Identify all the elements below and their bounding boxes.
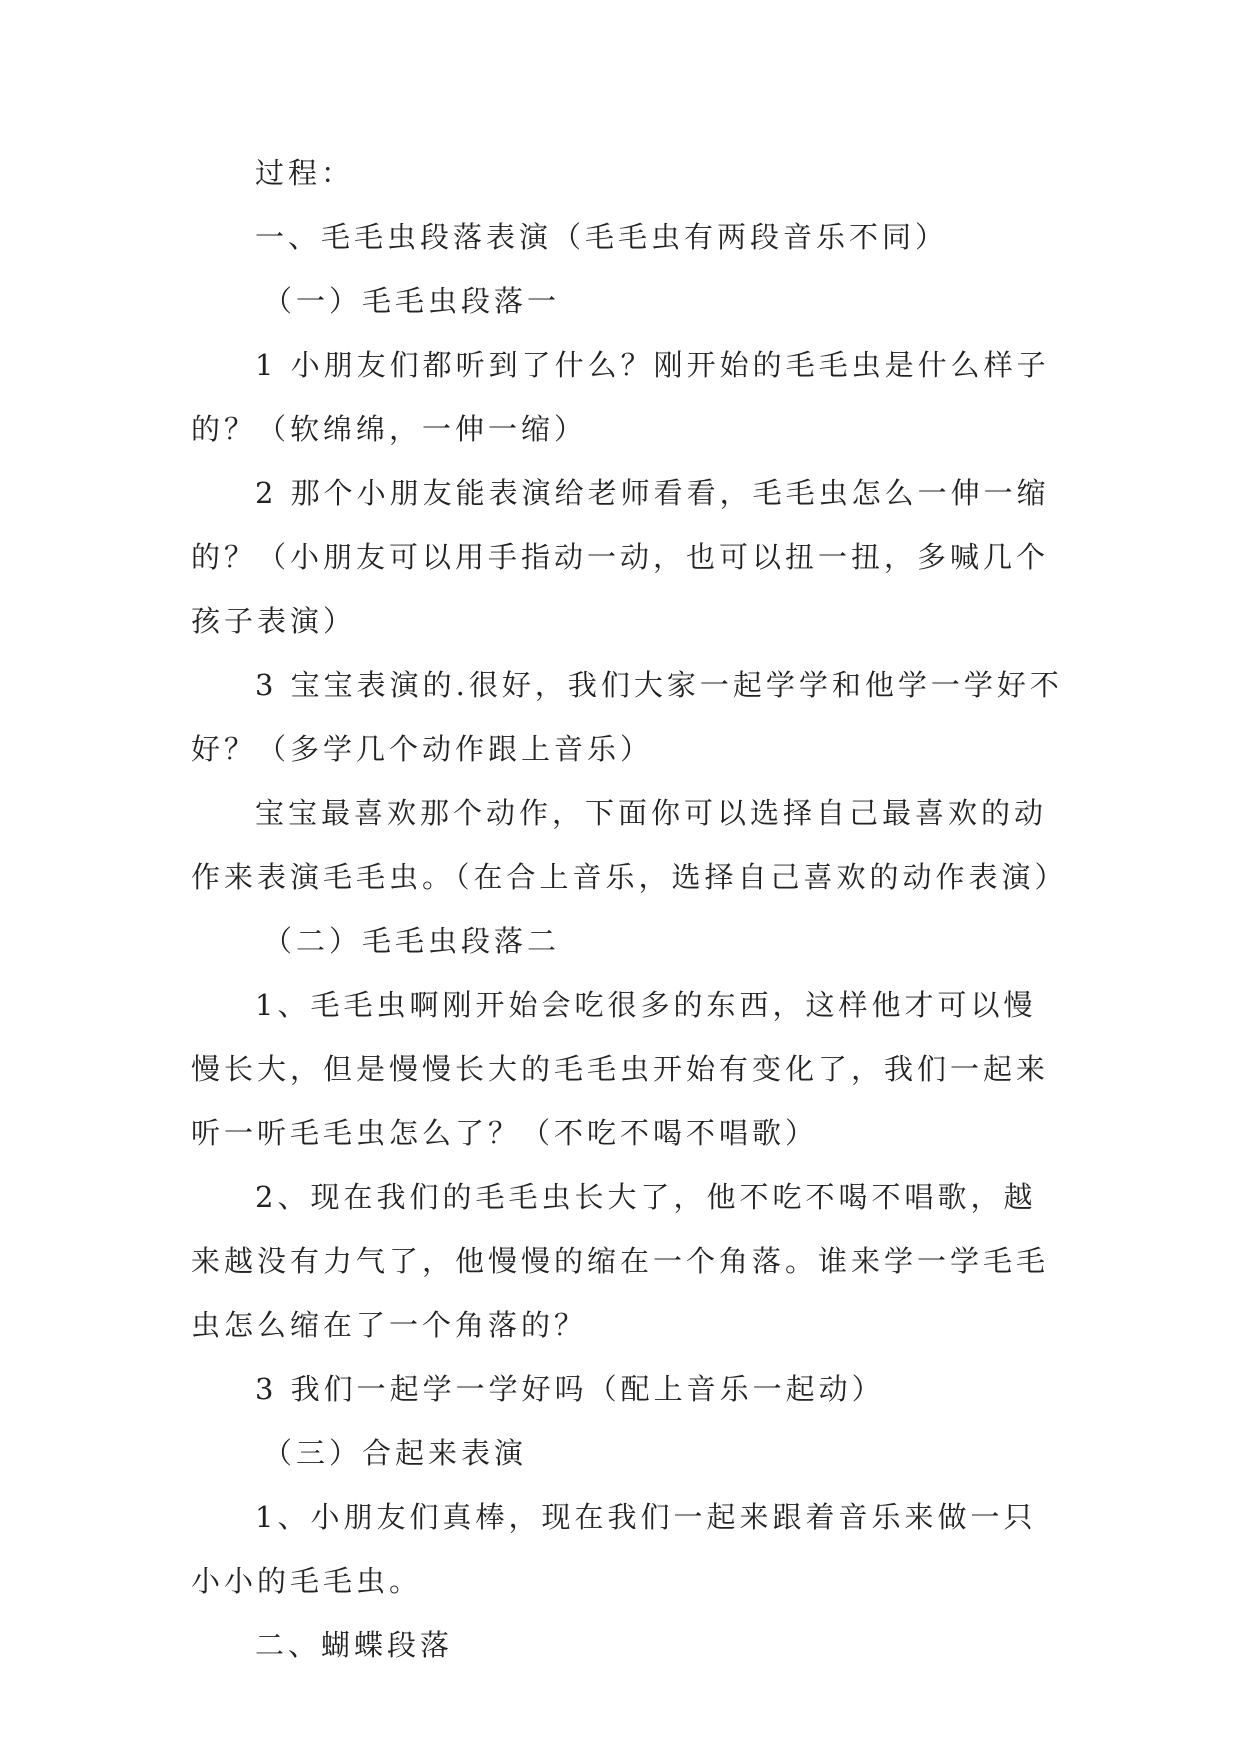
text-line: （二）毛毛虫段落二 [263,924,561,958]
text-line: 3 宝宝表演的.很好，我们大家一起学学和他学一学好不 [255,668,1063,702]
text-line: 好？（多学几个动作跟上音乐） [191,732,654,766]
text-line: 孩子表演） [191,604,357,638]
text-line: 1、毛毛虫啊刚开始会吃很多的东西，这样他才可以慢 [255,988,1037,1022]
paragraph-subsection-2-heading [191,922,1051,960]
document-body [191,154,1068,1664]
paragraph-process-heading [191,154,1051,192]
paragraph-item [191,346,1051,448]
paragraph-section-2-heading [191,1626,1051,1664]
paragraph-item [191,666,1063,768]
text-line: 一、毛毛虫段落表演（毛毛虫有两段音乐不同） [255,220,949,254]
text-line: 虫怎么缩在了一个角落的？ [191,1308,588,1342]
paragraph-item [191,1178,1051,1344]
text-line: 2、现在我们的毛毛虫长大了，他不吃不喝不唱歌，越 [255,1180,1037,1214]
text-line: 过程： [255,156,355,190]
text-line: 1 小朋友们都听到了什么？刚开始的毛毛虫是什么样子 [255,348,1050,382]
paragraph-item [191,1498,1051,1600]
text-line: 作来表演毛毛虫。（在合上音乐，选择自己喜欢的动作表演） [191,860,1068,894]
text-line: 二、蝴蝶段落 [255,1628,454,1662]
text-line: 3 我们一起学一学好吗（配上音乐一起动） [255,1372,885,1406]
text-line: 2 那个小朋友能表演给老师看看，毛毛虫怎么一伸一缩 [255,476,1050,510]
text-line: （三）合起来表演 [263,1436,528,1470]
paragraph-item [191,474,1051,640]
text-line: （一）毛毛虫段落一 [263,284,561,318]
text-line: 来越没有力气了，他慢慢的缩在一个角落。谁来学一学毛毛 [191,1244,1050,1278]
text-line: 1、小朋友们真棒，现在我们一起来跟着音乐来做一只 [255,1500,1037,1534]
paragraph-item [191,1370,1051,1408]
text-line: 的？（软绵绵，一伸一缩） [191,412,588,446]
text-line: 宝宝最喜欢那个动作，下面你可以选择自己最喜欢的动 [255,796,1048,830]
paragraph-subsection-1-heading [191,282,1051,320]
text-line: 的？（小朋友可以用手指动一动，也可以扭一扭，多喊几个 [191,540,1050,574]
paragraph-subsection-3-heading [191,1434,1051,1472]
paragraph-item [191,986,1051,1152]
paragraph-item [191,794,1068,896]
paragraph-section-1-heading [191,218,1051,256]
text-line: 听一听毛毛虫怎么了？（不吃不喝不唱歌） [191,1116,819,1150]
text-line: 小小的毛毛虫。 [191,1564,423,1598]
text-line: 慢长大，但是慢慢长大的毛毛虫开始有变化了，我们一起来 [191,1052,1050,1086]
